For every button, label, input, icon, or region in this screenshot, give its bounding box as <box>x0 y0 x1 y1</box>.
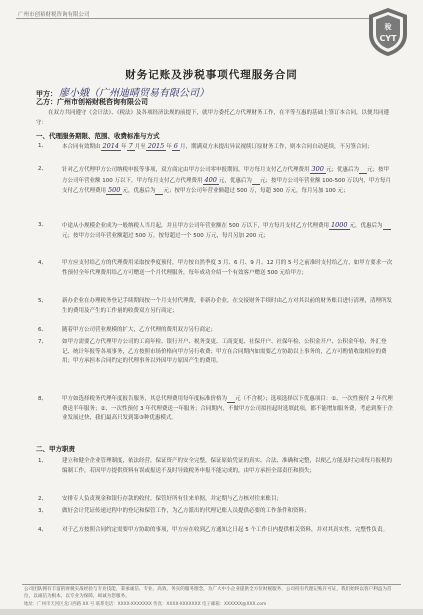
item-text: 年 <box>166 144 172 150</box>
item-number: 6、 <box>38 327 47 333</box>
item-number: 4、 <box>38 527 47 533</box>
item-number: 1、 <box>38 143 47 149</box>
start-year: 2014 <box>102 142 120 150</box>
item-number: 2、 <box>38 166 47 172</box>
section-2-item-3 <box>38 507 394 517</box>
item-text: 如甲方需要乙方代理甲方公司的工商年检、银行开户、税务变更、工商变更、社保开户、社保年检、公积金开户、公积金年检、外汇登记、统计年报等各项事务，乙方按照市场价格向甲方另行收费；甲方在合同期内如需要乙方协助以上事务的，乙方可酌情收取相应的费用；甲方承担本合同约定的代理事务以外因甲方原因产生的费用。 <box>62 339 387 364</box>
item-text: 月至 <box>134 144 146 150</box>
end-year: 2015 <box>147 142 165 150</box>
section-2-item-4 <box>38 526 394 536</box>
section-1-item-6 <box>38 326 394 336</box>
item-number: 2、 <box>38 496 47 502</box>
item-text: 元；优惠后为 <box>325 167 359 173</box>
section-1-item-5 <box>38 297 394 316</box>
header-divider <box>16 18 377 19</box>
fee-under-100w: 400 <box>204 175 217 184</box>
party-a-label: 甲方： <box>36 90 57 98</box>
item-text: 元；按甲方公司年营业额超过 500 万，每超 300 万元，每月另加 100 元； <box>163 188 349 194</box>
party-b-value: 广州市创裕财税咨询有限公司 <box>57 98 148 106</box>
item-text: 做好会计凭证传递过程中的登记和保管工作，为乙方派出的代理记账人员提供必要的工作条件和资料； <box>62 508 310 514</box>
section-1-item-1 <box>38 142 394 153</box>
blank-field <box>383 223 391 230</box>
item-text: 新办企业在办理税务登记手续期间按一个月支付代理费，非新办企业，在交接财务手续时由乙方对其以前的财务账目进行清理，清理所发生的费用及产生的工作量的收费双方另行商定； <box>62 298 393 314</box>
section-1-item-2 <box>38 165 394 197</box>
section-1-item-3 <box>38 221 394 241</box>
footer-address: 地址：广州市天河区龙口西路 XX 号 联系电话：XXXX-XXXXXXX 传真：XXXX-XXXXXXX 电子邮箱：XXXXXX@XXX.com <box>24 602 267 607</box>
section-2-item-2 <box>38 495 394 505</box>
item-text: 针对乙方代理甲方公司纳税申报等事项，双方商定由甲方公司零申报期间，甲方每月支付乙方代理费用 <box>62 167 310 173</box>
header-company-name: 广州市创裕财税咨询有限公司 <box>18 12 90 18</box>
intro-paragraph: 在双方共同遵守《会计法》、《税法》及各项经济法规的前提下，就甲方委托乙方代理财务工作，在平等互惠的基础上签订本合同，以便共同遵守： <box>36 110 390 126</box>
section-1-item-8 <box>38 395 394 424</box>
fee-zero-filing: 300 <box>311 165 324 173</box>
item-number: 1、 <box>38 458 47 464</box>
section-1-title: 一、代理服务期限、范围、收费标准与方式 <box>36 132 160 140</box>
item-text: 月，期满双方未提出异议视续订原财务工作，则本合同自动延续，不另签合同； <box>179 144 373 150</box>
item-text: 甲方如选择税务代理年度报告服务，其总代理费用每年度标准价格为 <box>62 396 228 402</box>
fee-general-taxpayer: 1000 <box>331 221 348 229</box>
item-number: 3、 <box>38 508 47 514</box>
party-b-label: 乙方： <box>36 98 57 106</box>
section-2-item-1 <box>38 457 394 476</box>
end-month: 6 <box>173 142 178 150</box>
footer-text: 公司团队拥有丰富的财税实战经验与专业技能，秉承诚信、专业、高效、务实的服务理念，为广大中小企业提供全方位财税服务，公司持有代理记账许可证，我们始终以客户利益为首位，以诚信为根本，以专业为保障，竭诚为您服务。 <box>24 587 392 599</box>
cyt-logo-icon <box>365 6 411 58</box>
item-text: 安排专人负责现金和银行存款的收付，保管好所有往来单据，并定期与乙方核对往来账目； <box>62 496 283 502</box>
blank-field <box>359 167 367 174</box>
item-text: 本合同有效期由 <box>62 144 101 150</box>
item-text: 对于乙方按照合同约定需要甲方协助的事项，甲方应在收到乙方通知之日起 5 个工作日内提供相关资料，并对其真实性、完整性负责。 <box>62 527 389 533</box>
footer-divider <box>22 584 401 585</box>
item-number: 3、 <box>38 222 47 228</box>
item-text: 元，优惠后为 <box>349 223 383 229</box>
item-text: 元，优惠后为 <box>122 188 156 194</box>
blank-field <box>252 178 260 185</box>
item-number: 7、 <box>38 339 47 345</box>
item-text: 元，优惠后为 <box>218 177 252 184</box>
fee-100-500w: 500 <box>108 186 121 194</box>
section-1-item-7 <box>38 338 394 367</box>
party-b-line <box>36 97 148 107</box>
item-text: 元（不含税）；选项选择以下优惠项目：①、一次性预付 2 年代理费送半年服务；②、一次性预付 3 年代理费送一年服务；合同期内，不做甲方公司拟挂起时选填此项，都不能增加服务费，考虑到鉴于企业发展过快，我们最高只发到第③种优惠模式。 <box>62 396 393 421</box>
contract-title: 财务记账及涉税事项代理服务合同 <box>125 69 298 81</box>
item-text: 元；按甲方公司年营业额超过 500 万，按每超过一个 500 万元，每月另加 200 元； <box>62 232 269 239</box>
item-text: 随着甲方公司营业规模的扩大，乙方代理的费用双方另行商定； <box>62 327 217 333</box>
item-text: 中途从小规模企业成为一般纳税人当月起，并且甲方公司年营业额在 500 万以下，甲方每月支付乙方代理费用 <box>62 223 329 229</box>
item-number: 4、 <box>38 260 47 266</box>
party-a-handwritten: 廖小娥（广州迪晴贸易有限公司） <box>59 88 209 99</box>
item-number: 8、 <box>38 396 47 402</box>
item-text: 元；按甲方公司年营业额 100 万以下，甲方每月支付乙方代理费用 <box>62 167 389 184</box>
start-month: 7 <box>128 142 133 150</box>
item-text: 年 <box>121 144 127 150</box>
item-number: 5、 <box>38 298 47 304</box>
svg-text:稅: 稅 <box>384 23 392 31</box>
item-text: 建立和健全企业管理制度，依法经营，保证资产的安全完整，保证原始凭证的真实、合法、准确和完整，以便乙方能及时完成每月报税的编制工作，若因甲方提供资料有误或报送不及时导致税务申报不能完成的，由甲方承担全部责任和损失； <box>62 458 393 474</box>
section-2-title: 二、甲方职责 <box>36 445 75 453</box>
item-text: 甲方应支付给乙方的代理费用采取按季度预付，甲方按自然季度 3 月、6 月、9 月、12 月的 5 号之前准时支付给乙方，如甲方要求一次性预付全年代理费用给乙方可赠送一个月代理服务，每年成功介绍一个有效客户赠送 500 元给甲方； <box>62 260 393 276</box>
item-text: 元；按甲方公司年营业额 100-500 万以内，甲方每月支付乙方代理费用 <box>62 177 391 194</box>
svg-text:CYT: CYT <box>379 34 397 43</box>
page-edge <box>0 609 423 615</box>
section-1-item-4 <box>38 259 394 278</box>
annual-fee-blank <box>227 396 235 403</box>
